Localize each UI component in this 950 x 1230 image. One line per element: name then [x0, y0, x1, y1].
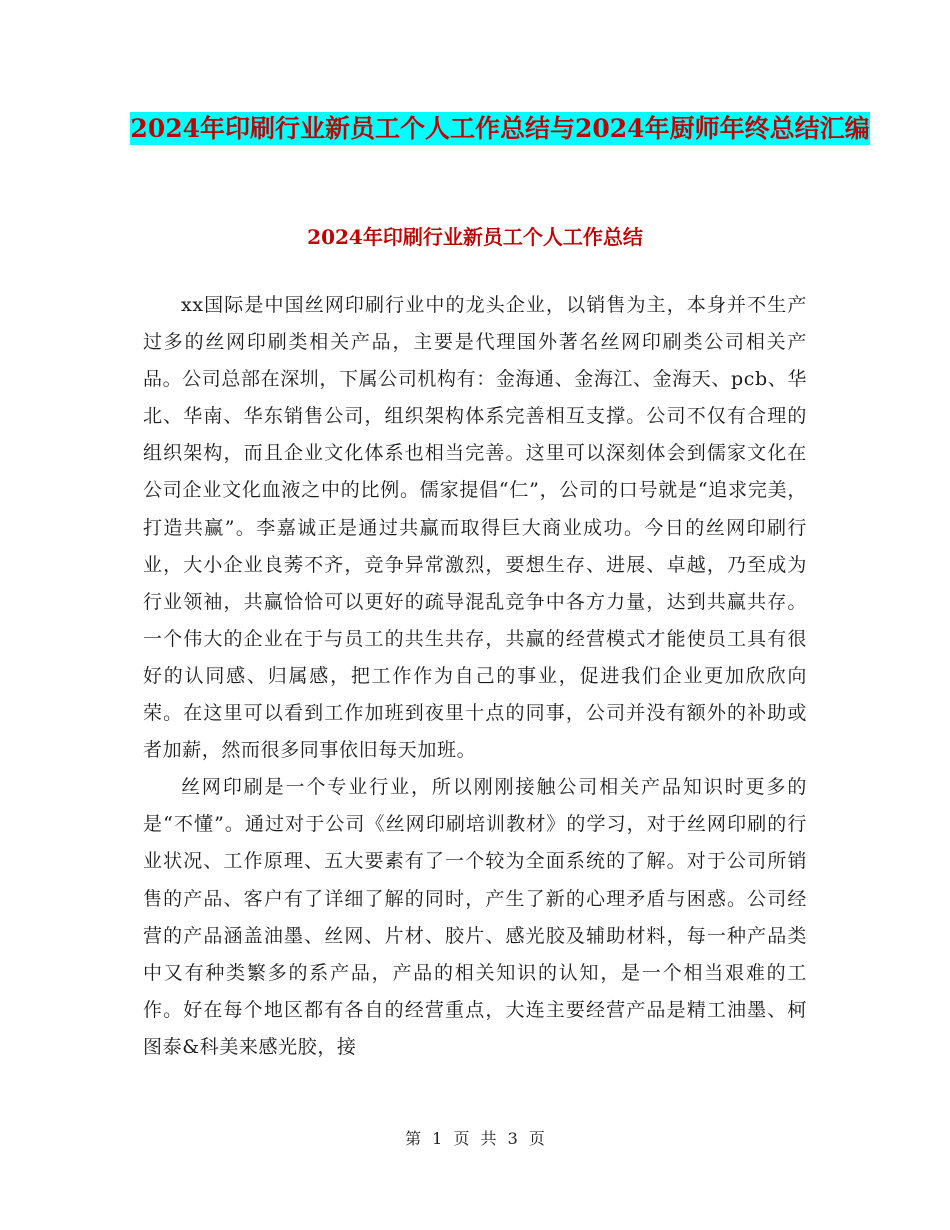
document-title-text: 2024年印刷行业新员工个人工作总结与2024年厨师年终总结汇编 [130, 114, 870, 143]
paragraph: 丝网印刷是一个专业行业，所以刚刚接触公司相关产品知识时更多的是“不懂”。通过对于公司《丝网印刷培训教材》的学习，对于丝网印刷的行业状况、工作原理、五大要素有了一个较为全面系统的了解。对于公司所销售的产品、客户有了详细了解的同时，产生了新的心理矛盾与困惑。公司经营的产品涵盖油墨、丝网、片材、胶片、感光胶及辅助材料，每一种产品类中又有种类繁多的系产品，产品的相关知识的认知，是一个相当艰难的工作。好在每个地区都有各自的经营重点，大连主要经营产品是精工油墨、柯图泰&科美来感光胶，接 [143, 776, 807, 1058]
page-footer: 第 1 页 共 3 页 [405, 1129, 545, 1148]
document-title [120, 106, 880, 152]
paragraph: xx国际是中国丝网印刷行业中的龙头企业，以销售为主，本身并不生产过多的丝网印刷类相关产品，主要是代理国外著名丝网印刷类公司相关产品。公司总部在深圳，下属公司机构有：金海通、金海江、金海天、pcb、华北、华南、华东销售公司，组织架构体系完善相互支撑。公司不仅有合理的组织架构，而且企业文化体系也相当完善。这里可以深刻体会到儒家文化在公司企业文化血液之中的比例。儒家提倡“仁”，公司的口号就是“追求完美，打造共赢”。李嘉诚正是通过共赢而取得巨大商业成功。今日的丝网印刷行业，大小企业良莠不齐，竞争异常激烈，要想生存、进展、卓越，乃至成为行业领袖，共赢恰恰可以更好的疏导混乱竞争中各方力量，达到共赢共存。一个伟大的企业在于与员工的共生共存，共赢的经营模式才能使员工具有很好的认同感、归属感，把工作作为自己的事业，促进我们企业更加欣欣向荣。在这里可以看到工作加班到夜里十点的同事，公司并没有额外的补助或者加薪，然而很多同事依旧每天加班。 [143, 294, 807, 762]
document-body [143, 287, 807, 1066]
section-title: 2024年印刷行业新员工个人工作总结 [307, 225, 643, 249]
